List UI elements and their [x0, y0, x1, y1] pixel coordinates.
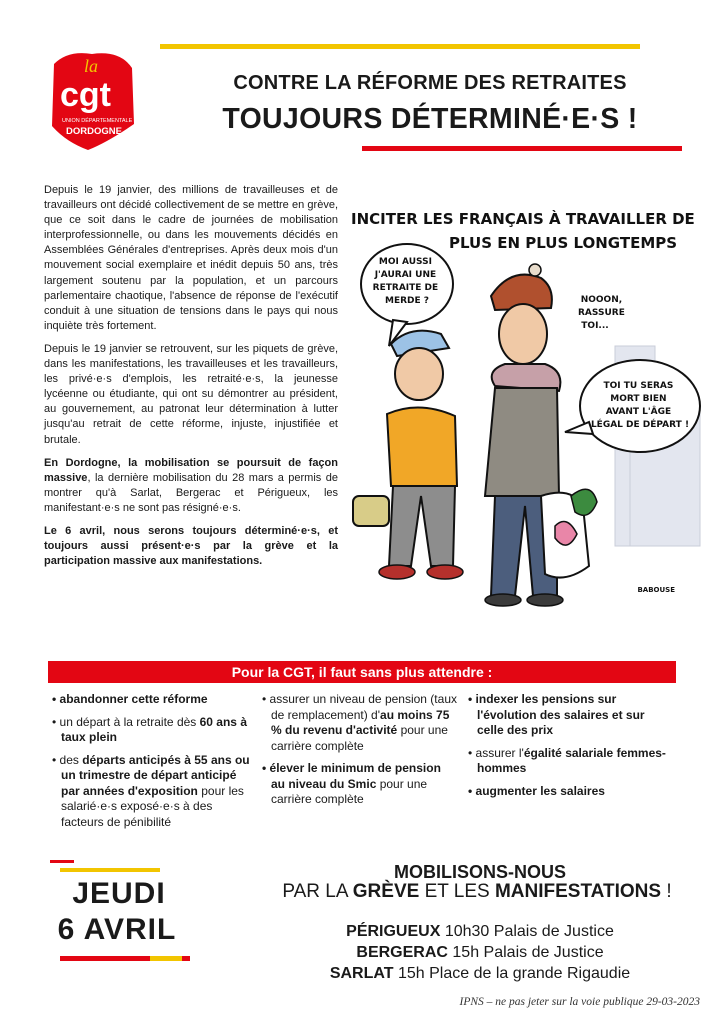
cartoon-illustration [345, 196, 705, 616]
demand-text: • assurer l' [468, 745, 524, 760]
demand-item: • indexer les pensions sur l'évolution des salaires et sur celle des prix [468, 692, 645, 737]
demand-item [262, 761, 457, 808]
mob-text: ! [661, 881, 672, 902]
kid-figure [353, 331, 463, 579]
mob-text: PAR LA [282, 881, 353, 902]
paragraph-3 [44, 456, 338, 516]
location-detail: 15h Palais de Justice [447, 944, 604, 961]
logo-dept-text: DORDOGNE [66, 126, 122, 137]
top-yellow-stripe [160, 44, 640, 49]
location-bergerac [250, 944, 710, 962]
title-line-2: TOUJOURS DÉTERMINÉ·E·S ! [222, 103, 638, 135]
location-perigueux [250, 923, 710, 941]
demand-item [52, 753, 252, 831]
demand-item [468, 746, 673, 777]
date-yellow-dot [150, 956, 182, 961]
mobilisation-heading: MOBILISONS-NOUS [393, 862, 566, 882]
svg-text:NOOON, RASSURE TOI [578, 295, 628, 331]
demand-item [262, 692, 457, 754]
demand-text: pour les salarié·e·s exposé·e·s à des facteurs de pénibilité [61, 783, 244, 829]
demand-text-bold: départs anticipés à 55 ans ou un trimestre de départ anticipé par années d'exposition [61, 752, 250, 798]
demand-text: pour une carrière complète [271, 723, 448, 753]
kid-bubble-line-3: RETRAITE DE [372, 283, 439, 293]
man-bubble-1-line-1: NOOON, [580, 295, 623, 305]
kid-speech-bubble [361, 244, 453, 346]
event-day: JEUDI [72, 877, 166, 910]
col-divider-red-stripe [50, 860, 74, 863]
demand-text: • un départ à la retraite dès [52, 714, 200, 729]
man-bubble-2-line-4: LÉGAL DE DÉPART ! [590, 420, 690, 430]
title-red-underline [362, 146, 682, 151]
demands-column-2 [262, 692, 457, 815]
demand-text-bold: 60 ans à taux plein [61, 714, 247, 744]
demands-banner: Pour la CGT, il faut sans plus attendre : [48, 661, 676, 683]
title-line-1: CONTRE LA RÉFORME DES RETRAITES [233, 72, 627, 94]
location-detail: 15h Place de la grande Rigaudie [393, 965, 631, 982]
demands-column-1 [52, 692, 252, 837]
location-sarlat [250, 965, 710, 983]
cartoon-headline-1: INCITER LES FRANÇAIS À TRAVAILLER DE [351, 210, 695, 228]
demand-item: • augmenter les salaires [468, 783, 605, 798]
man-bubble-1-line-2: RASSURE [578, 308, 625, 318]
mob-text: ET LES [419, 881, 495, 902]
cartoon-headline-2: PLUS EN PLUS LONGTEMPS [449, 234, 678, 252]
demand-text: • des [52, 752, 83, 767]
cgt-logo [48, 46, 136, 154]
location-city: SARLAT [329, 965, 394, 982]
event-date: 6 AVRIL [57, 913, 177, 946]
man-bubble-1-line-3: TOI... [581, 321, 609, 331]
paragraph-3-bold: En Dordogne, la mobilisation se poursuit de façon massive [44, 456, 338, 484]
location-detail: 10h30 Palais de Justice [440, 923, 614, 940]
footer-ipns: IPNS – ne pas jeter sur la voie publique 29-03-2023 [459, 996, 700, 1008]
logo-union-text: UNION DÉPARTEMENTALE [62, 118, 133, 124]
demand-text-bold: au moins 75 % du revenu d'activité [271, 707, 450, 737]
demand-text-bold: • élever le minimum de pension au niveau du Smic [262, 761, 441, 791]
cartoon-signature: BABOUSE [637, 586, 675, 594]
demand-item [52, 715, 252, 746]
demands-column-3 [468, 692, 673, 806]
man-speech-bubble [565, 360, 700, 452]
shopping-bag [541, 489, 597, 577]
body-text [44, 183, 338, 577]
mob-text-bold: MANIFESTATIONS [494, 881, 662, 902]
paragraph-4-bold: Le 6 avril, nous serons toujours déterminé·e·s, et toujours aussi présent·e·s par la grève et la participation massive aux manifestations. [44, 524, 338, 568]
kid-bubble-line-1: MOI AUSSI [378, 257, 432, 267]
demand-item: • abandonner cette réforme [52, 692, 208, 706]
demand-text-bold: égalité salariale femmes-hommes [477, 745, 666, 775]
demand-text: • assurer un niveau de pension (taux de remplacement) d' [262, 692, 457, 722]
mobilisation-subheading [232, 881, 722, 903]
paragraph-4 [44, 524, 338, 569]
mob-text-bold: GRÈVE [352, 881, 420, 902]
location-city: PÉRIGUEUX [346, 923, 441, 940]
date-yellow-stripe [60, 868, 160, 872]
paragraph-2: Depuis le 19 janvier se retrouvent, sur les piquets de grève, dans les manifestations, les travailleuses et les travailleurs, les privé·e·s d'emplois, les retraité·e·s, la jeunesse lycéenne ou étudiante, qui ont su démontrer au président, au gouvernement, au patronat leur détermination à lutter jusqu'au retrait de cette réforme, injuste, injustifiée et brutale. [44, 342, 338, 446]
logo-la-text: la [84, 56, 99, 76]
paragraph-3-rest: , la dernière mobilisation du 28 mars a permis de montrer qu'à Sarlat, Bergerac et Périgueux, les manifestant·e·s ne sont pas résigné·e·s. [44, 471, 338, 514]
paragraph-1: Depuis le 19 janvier, des millions de travailleuses et de travailleurs ont décidé collectivement de se mettre en grève, que ce soit dans le cadre de journées de mobilisation interprofessionnelle, ou dans les mouvements décidés en Assemblées Générales d'entreprises. Après deux mois d'un mouvement social exemplaire et inédit depuis 50 ans, très largement soutenu par la population, et un parcours parlementaire chaotique, l'absence de réponse de l'exécutif conduit à une situation de tensions dans le pays qui nous inquiète très fortement. [44, 184, 338, 332]
man-bubble-2-line-2: MORT BIEN [610, 394, 667, 404]
demand-text: pour une carrière complète [271, 776, 428, 806]
location-city: BERGERAC [356, 944, 448, 961]
man-bubble-2-line-3: AVANT L'ÂGE [605, 407, 672, 417]
man-bubble-2-line-1: TOI TU SERAS [603, 381, 674, 391]
logo-cgt-text: cgt [60, 76, 111, 114]
kid-bubble-line-4: MERDE ? [384, 296, 430, 306]
kid-bubble-line-2: J'AURAI UNE [374, 270, 437, 280]
